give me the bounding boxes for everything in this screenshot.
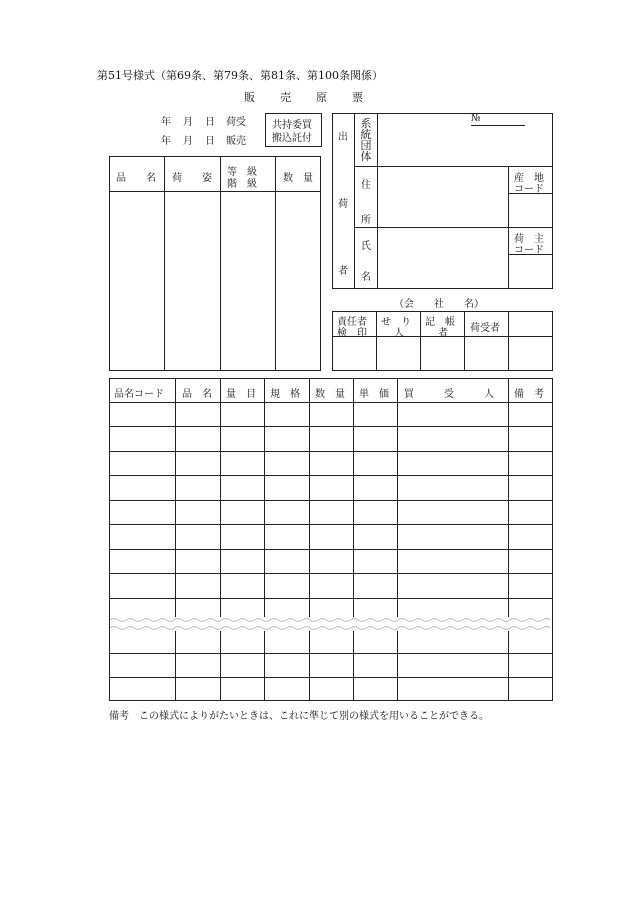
main-header-item-code: 品名コード <box>114 389 164 400</box>
sale-year: 年 <box>161 136 171 147</box>
sale-day: 日 <box>205 136 215 147</box>
form-number: 第51号様式（第69条、第79条、第81条、第100条関係） <box>97 69 383 82</box>
address-char-1: 住 <box>361 180 371 191</box>
group-label: 系 統 団 体 <box>360 117 372 163</box>
responsible-bottom: 検 印 <box>337 328 367 339</box>
origin-code-top: 産 地 <box>514 173 544 184</box>
receipt-year: 年 <box>161 117 171 128</box>
responsible-top: 責任者 <box>337 317 367 328</box>
address-char-2: 所 <box>361 215 371 226</box>
bookkeeper-bottom: 者 <box>438 328 448 339</box>
page-title: 販 売 原 票 <box>244 91 364 104</box>
transaction-type-line2: 搬込託付 <box>272 133 312 144</box>
number-label: № <box>471 113 481 124</box>
main-header-standard: 規 格 <box>270 389 300 400</box>
main-header-weight: 量 目 <box>226 389 256 400</box>
main-header-unit-price: 単 価 <box>359 389 389 400</box>
name-char-2: 名 <box>361 272 371 283</box>
main-header-item-name: 品 名 <box>182 389 212 400</box>
auctioneer-top: せ り <box>381 317 411 328</box>
shipper-char-2: 荷 <box>338 199 348 210</box>
header-grade-bottom: 階 級 <box>227 179 257 190</box>
consignee-label: 荷受者 <box>470 323 500 334</box>
footnote: 備考 この様式によりがたいときは、これに準じて別の様式を用いることができる。 <box>109 711 489 722</box>
header-packaging: 荷 姿 <box>172 173 212 184</box>
sale-month: 月 <box>183 136 193 147</box>
bookkeeper-top: 記 帳 <box>425 317 455 328</box>
auctioneer-bottom: 人 <box>394 328 404 339</box>
main-header-remarks: 備 考 <box>514 389 544 400</box>
name-char-1: 氏 <box>361 241 371 252</box>
transaction-type-line1: 共持委買 <box>272 120 312 131</box>
shipper-char-3: 者 <box>338 266 348 277</box>
origin-code-bottom: コード <box>514 184 544 195</box>
main-header-buyer: 買 受 人 <box>404 389 494 400</box>
sale-label: 販売 <box>226 136 246 147</box>
shipper-char-1: 出 <box>338 132 348 143</box>
header-item-name: 品 名 <box>116 173 156 184</box>
company-name-label: （会 社 名） <box>394 299 484 310</box>
shipper-code-bottom: コード <box>514 245 544 256</box>
receipt-day: 日 <box>205 117 215 128</box>
header-grade-top: 等 級 <box>227 167 257 178</box>
receipt-label: 荷受 <box>226 117 246 128</box>
receipt-month: 月 <box>183 117 193 128</box>
header-quantity: 数 量 <box>283 173 313 184</box>
shipper-code-top: 荷 主 <box>514 234 544 245</box>
main-header-quantity: 数 量 <box>315 389 345 400</box>
